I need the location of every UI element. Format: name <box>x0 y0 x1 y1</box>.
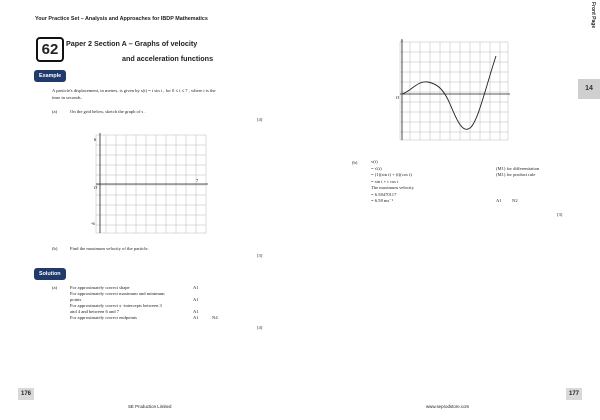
solution-b-line: v(t) <box>371 159 378 164</box>
front-page-label: Front Page <box>590 2 596 29</box>
chapter-tab: 14 <box>578 79 600 99</box>
question-number: 62 <box>36 37 64 62</box>
publisher-name: SE Production Limited <box>128 404 172 409</box>
intro-line1: A particle's displacement, in metres, is given by s(t) = t sin t , for 0 ≤ t ≤ 7 , where t is the <box>52 88 216 93</box>
grid-lines <box>400 42 508 140</box>
part-a-marks: [4] <box>257 117 263 122</box>
solution-part-b-marks: [3] <box>557 212 563 217</box>
website: www.seprodstore.com <box>426 404 470 409</box>
solution-b-line: = 6.58 ms⁻¹ A1 N2 <box>371 198 518 203</box>
intro-line2: time in seconds. <box>52 95 82 100</box>
solution-b-line: = (1)(sin t) + (t)(cos t) (M1) for product rule <box>371 172 536 177</box>
solution-graph <box>392 36 512 144</box>
left-page-number: 176 <box>18 388 34 400</box>
solution-line: and 4 and between 6 and 7 A1 <box>70 309 199 314</box>
grid-y-top-label: 6 <box>94 137 97 142</box>
displacement-curve <box>402 56 496 129</box>
solution-part-a-marks: [4] <box>257 325 263 330</box>
solution-line: For approximately correct maximum and minimum <box>70 291 165 296</box>
solution-line: For approximately correct endpoints A1 N4 <box>70 315 218 320</box>
part-b-label: (b) <box>52 246 58 251</box>
solution-b-line: = sin t + t cos t <box>371 178 399 184</box>
solution-part-a-label: (a) <box>52 285 58 290</box>
part-a-label: (a) <box>52 109 58 114</box>
solution-b-line: The maximum velocity <box>371 185 414 190</box>
graph-origin-label: O <box>396 95 400 100</box>
solution-part-a-lines <box>70 285 218 321</box>
question-title-line1: Paper 2 Section A – Graphs of velocity <box>66 39 198 48</box>
solution-b-line: = s'(t) (M1) for differentiation <box>371 165 540 171</box>
part-a-text: On the grid below, sketch the graph of s . <box>70 109 146 114</box>
solution-label: Solution <box>34 268 66 280</box>
solution-part-b-label: (b) <box>352 160 358 165</box>
solution-part-b-lines <box>371 159 540 205</box>
book-title: Your Practice Set – Analysis and Approaches for IBDP Mathematics <box>35 16 208 22</box>
solution-line: points A1 <box>70 297 199 302</box>
blank-graph-grid <box>88 127 218 237</box>
solution-line: For approximately correct x -intercepts between 3 <box>70 303 162 308</box>
right-page-number: 177 <box>566 388 582 400</box>
example-label: Example <box>34 70 66 82</box>
solution-line: For approximately correct shape A1 <box>70 285 199 290</box>
graph-y-label: y <box>401 37 403 42</box>
grid-y-bottom-label: -6 <box>91 221 95 226</box>
solution-b-line: = 6.58470117 <box>371 191 397 197</box>
question-title-line2: and acceleration functions <box>122 54 214 63</box>
part-b-text: Find the maximum velocity of the particle. <box>70 246 149 251</box>
part-b-marks: [3] <box>257 253 263 258</box>
grid-origin-label: O <box>94 185 98 190</box>
grid-x-end-label: 7 <box>196 178 199 183</box>
